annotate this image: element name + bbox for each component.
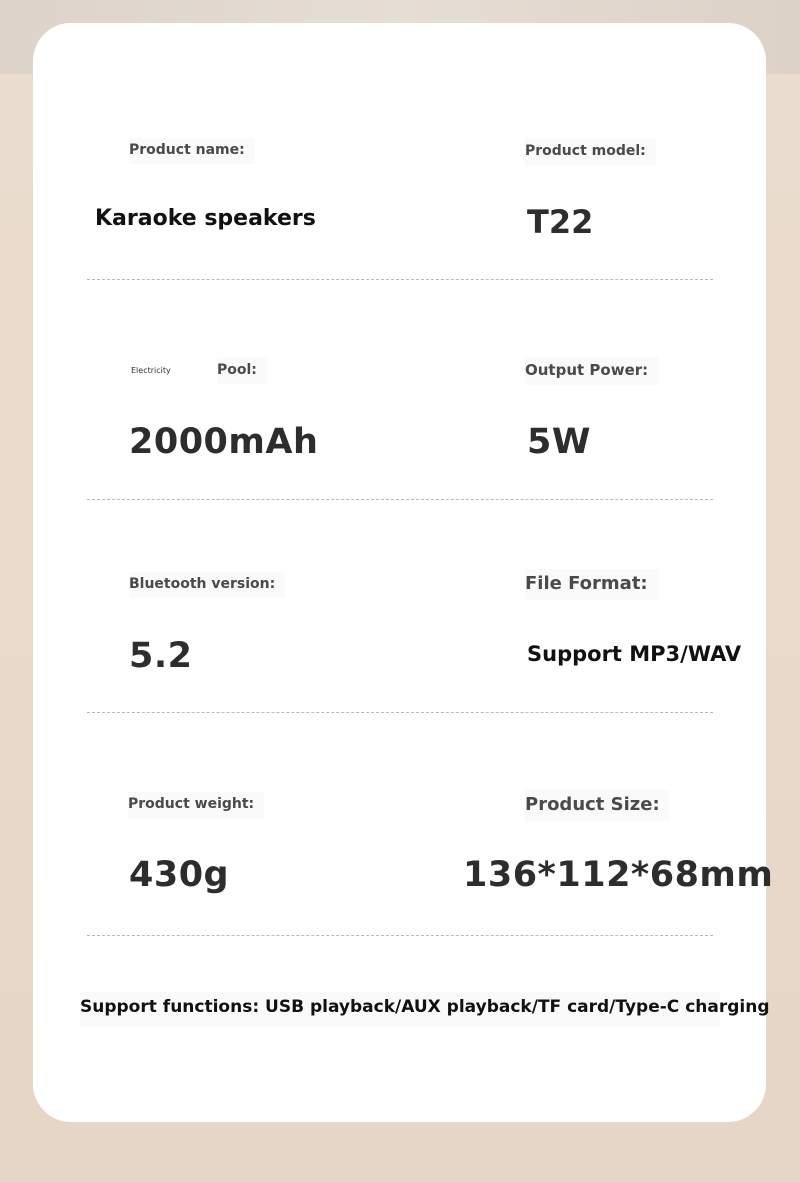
- divider: [87, 712, 713, 713]
- divider: [87, 935, 713, 936]
- product-name-value: Karaoke speakers: [95, 206, 316, 231]
- weight-label: Product weight:: [128, 792, 264, 818]
- bluetooth-label: Bluetooth version:: [129, 572, 285, 598]
- product-name-label: Product name:: [129, 138, 255, 164]
- battery-value: 2000mAh: [129, 422, 319, 462]
- battery-label: Pool:: [217, 358, 267, 384]
- support-functions: Support functions: USB playback/AUX playback/TF card/Type-C charging: [80, 992, 720, 1027]
- bluetooth-value: 5.2: [129, 636, 193, 676]
- file-format-value: Support MP3/WAV: [527, 642, 742, 666]
- file-format-label: File Format:: [525, 569, 658, 600]
- divider: [87, 499, 713, 500]
- product-model-value: T22: [527, 203, 594, 241]
- size-value: 136*112*68mm: [463, 855, 774, 895]
- weight-value: 430g: [129, 855, 230, 895]
- size-label: Product Size:: [525, 790, 670, 821]
- battery-label-small: Electricity: [131, 366, 171, 375]
- divider: [87, 279, 713, 280]
- product-model-label: Product model:: [525, 139, 656, 165]
- output-power-label: Output Power:: [525, 357, 658, 385]
- output-power-value: 5W: [527, 422, 591, 462]
